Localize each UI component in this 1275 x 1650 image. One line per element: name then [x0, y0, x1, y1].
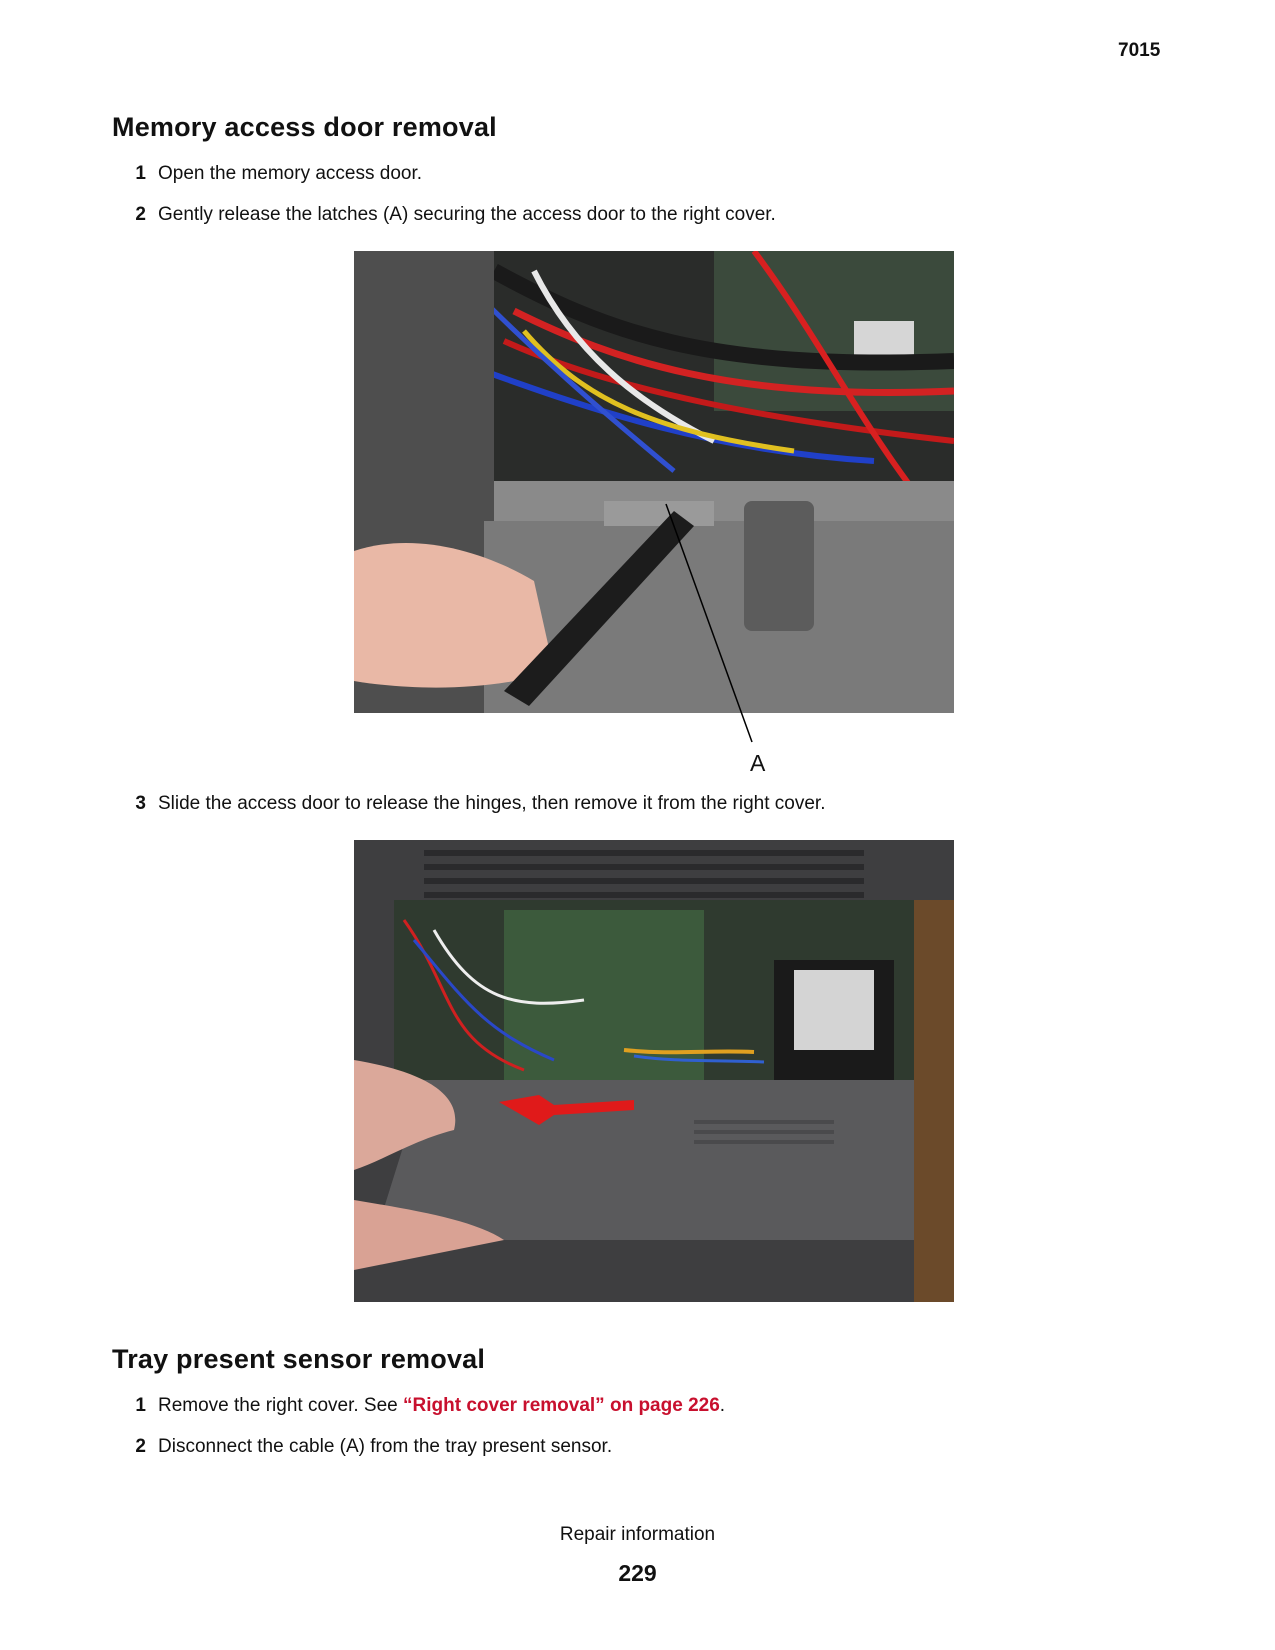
footer-title: Repair information — [559, 1524, 716, 1545]
step-text: Remove the right cover. See — [158, 1395, 404, 1416]
step-text: Disconnect the cable (A) from the tray present sensor. — [158, 1436, 613, 1457]
page-number: 229 — [618, 1560, 657, 1586]
step-text: Open the memory access door. — [158, 163, 423, 184]
photo-latch-release — [354, 251, 954, 713]
photo-slide-door — [354, 840, 954, 1302]
step-2 — [112, 204, 776, 226]
section-title-memory-door: Memory access door removal — [112, 112, 497, 142]
step-number: 2 — [135, 1436, 146, 1457]
section-title-tray-sensor: Tray present sensor removal — [112, 1344, 486, 1374]
callout-leader-line — [660, 502, 760, 752]
step-text: . — [719, 1395, 726, 1416]
step-number: 1 — [135, 1395, 146, 1416]
cross-reference-link[interactable]: “Right cover removal” on page 226 — [403, 1395, 720, 1416]
callout-label-a: A — [750, 750, 766, 776]
step-1 — [112, 1395, 725, 1417]
step-number: 1 — [135, 163, 146, 184]
step-number: 3 — [135, 793, 146, 814]
step-1 — [112, 163, 422, 185]
step-2 — [112, 1436, 612, 1458]
document-code: 7015 — [1118, 40, 1161, 61]
step-text: Slide the access door to release the hinges, then remove it from the right cover. — [158, 793, 826, 814]
step-3 — [112, 793, 825, 815]
step-text: Gently release the latches (A) securing the access door to the right cover. — [158, 204, 776, 225]
step-number: 2 — [135, 204, 146, 225]
